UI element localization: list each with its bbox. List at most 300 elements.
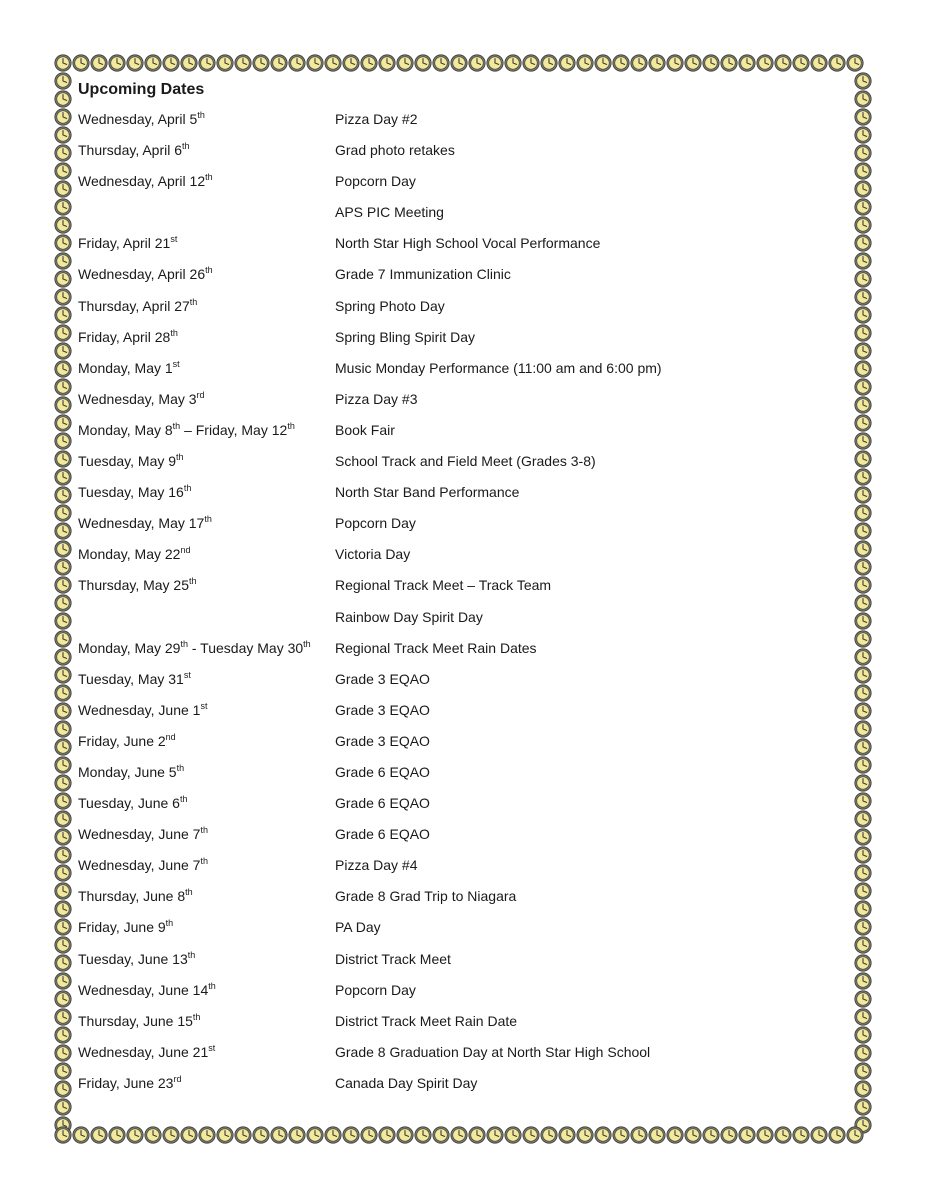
clock-icon [180,54,198,72]
clock-icon [468,1126,486,1144]
event-date [78,234,335,252]
clock-icon [648,1126,666,1144]
event-date [78,825,335,843]
clock-icon [854,792,872,810]
ordinal-suffix: th [200,825,208,836]
event-name: Rainbow Day Spirit Day [335,608,483,625]
clock-icon [810,1126,828,1144]
clock-icon [486,54,504,72]
clock-icon [854,990,872,1008]
clock-border-left [54,72,72,1134]
ordinal-suffix: th [303,638,311,649]
ordinal-suffix: th [205,172,213,183]
ordinal-suffix: st [172,358,180,369]
clock-icon [594,1126,612,1144]
event-date-text: Monday, May 29 [78,639,181,656]
clock-icon [504,1126,522,1144]
clock-icon [54,882,72,900]
clock-icon [270,1126,288,1144]
event-date-text: – Friday, May 12 [180,421,288,438]
event-date [78,452,335,470]
event-date [78,1012,335,1030]
event-name: Book Fair [335,421,395,438]
event-date [78,141,335,159]
clock-icon [854,198,872,216]
ordinal-suffix: nd [165,731,176,742]
ordinal-suffix: th [165,918,174,929]
clock-icon [54,792,72,810]
event-date-text: Tuesday, May 16 [78,484,184,501]
clock-icon [54,828,72,846]
clock-icon [54,450,72,468]
ordinal-suffix: st [208,1042,216,1053]
ordinal-suffix: st [200,700,208,711]
clock-icon [684,54,702,72]
clock-icon [854,702,872,720]
event-date-text: Wednesday, April 26 [78,266,206,283]
clock-icon [854,648,872,666]
clock-icon [630,1126,648,1144]
clock-icon [288,1126,306,1144]
clock-icon [854,1062,872,1080]
clock-icon [54,774,72,792]
clock-icon [54,648,72,666]
clock-icon [854,738,872,756]
event-date [78,110,335,128]
clock-icon [54,162,72,180]
clock-icon [666,54,684,72]
clock-icon [72,1126,90,1144]
upcoming-dates-section [78,79,838,1105]
clock-icon [54,378,72,396]
event-date-text: Monday, May 8 [78,421,173,438]
clock-icon [54,900,72,918]
ordinal-suffix: th [172,420,181,431]
clock-icon [54,108,72,126]
clock-icon [180,1126,198,1144]
clock-icon [854,288,872,306]
ordinal-suffix: rd [196,389,205,400]
clock-icon [54,252,72,270]
clock-icon [468,54,486,72]
clock-icon [54,414,72,432]
clock-icon [612,1126,630,1144]
event-date-text: Wednesday, June 1 [78,701,201,718]
event-row [78,670,838,701]
clock-icon [54,432,72,450]
clock-icon [126,54,144,72]
event-row [78,701,838,732]
event-name: Popcorn Day [335,515,416,532]
ordinal-suffix: th [176,762,185,773]
event-date-text: Wednesday, June 21 [78,1043,209,1060]
clock-icon [854,900,872,918]
event-date-text: Monday, May 1 [78,359,173,376]
event-name: PA Day [335,919,381,936]
ordinal-suffix: th [182,141,190,152]
clock-icon [612,54,630,72]
event-row [78,763,838,794]
clock-icon [854,504,872,522]
clock-icon [54,198,72,216]
clock-icon [756,54,774,72]
event-date-text: Tuesday, May 9 [78,453,177,470]
clock-icon [854,882,872,900]
clock-icon [854,1080,872,1098]
event-date-text: Thursday, April 6 [78,142,183,159]
clock-icon [854,306,872,324]
clock-icon [234,1126,252,1144]
clock-icon [450,54,468,72]
clock-icon [396,1126,414,1144]
clock-icon [854,1026,872,1044]
event-date [78,639,335,657]
event-row [78,918,838,949]
event-row [78,203,838,234]
clock-icon [270,54,288,72]
clock-icon [558,1126,576,1144]
clock-icon [854,486,872,504]
event-row [78,981,838,1012]
event-name: Pizza Day #4 [335,857,418,874]
event-name: Grade 6 EQAO [335,826,430,843]
event-date [78,887,335,905]
clock-icon [450,1126,468,1144]
clock-icon [54,720,72,738]
event-row [78,359,838,390]
event-name: District Track Meet [335,950,451,967]
clock-icon [846,1126,864,1144]
clock-icon [504,54,522,72]
clock-icon [854,180,872,198]
clock-icon [306,54,324,72]
clock-icon [854,756,872,774]
clock-icon [378,1126,396,1144]
clock-border-bottom [54,1126,864,1144]
clock-icon [54,810,72,828]
event-date-text: Friday, June 2 [78,732,166,749]
clock-icon [594,54,612,72]
clock-icon [54,270,72,288]
event-name: APS PIC Meeting [335,204,444,221]
clock-icon [432,1126,450,1144]
clock-icon [720,1126,738,1144]
event-date-text: Friday, June 23 [78,1074,174,1091]
event-name: Canada Day Spirit Day [335,1074,478,1091]
clock-icon [54,72,72,90]
event-name: North Star Band Performance [335,484,520,501]
event-date [78,794,335,812]
clock-icon [576,1126,594,1144]
clock-icon [360,1126,378,1144]
ordinal-suffix: th [179,794,188,805]
event-date [78,390,335,408]
clock-icon [774,54,792,72]
event-date-text: Thursday, May 25 [78,577,190,594]
clock-icon [854,468,872,486]
event-name: District Track Meet Rain Date [335,1012,518,1029]
event-name: Regional Track Meet – Track Team [335,577,552,594]
event-row [78,794,838,825]
event-date-text: Wednesday, April 5 [78,111,198,127]
event-name: Victoria Day [335,546,411,563]
clock-icon [854,828,872,846]
event-row [78,141,838,172]
clock-icon [828,54,846,72]
clock-icon [54,54,72,72]
clock-icon [738,54,756,72]
event-date [78,1074,335,1092]
event-name: Grade 6 EQAO [335,763,430,780]
clock-icon [54,918,72,936]
event-name: Regional Track Meet Rain Dates [335,639,537,656]
event-name: Grade 3 EQAO [335,701,430,718]
clock-icon [854,864,872,882]
clock-icon [648,54,666,72]
clock-icon [854,342,872,360]
event-name: Grad photo retakes [335,142,455,159]
event-date [78,918,335,936]
clock-icon [54,360,72,378]
event-date-text: Wednesday, June 7 [78,826,201,843]
clock-icon [792,1126,810,1144]
clock-icon [414,1126,432,1144]
event-row [78,265,838,296]
clock-icon [522,1126,540,1144]
event-date-text: - Tuesday May 30 [187,639,304,656]
clock-icon [54,180,72,198]
event-row [78,514,838,545]
event-name: Grade 8 Grad Trip to Niagara [335,888,517,905]
clock-icon [54,342,72,360]
clock-border-right [854,72,872,1134]
event-row [78,1074,838,1105]
ordinal-suffix: th [208,980,216,991]
page-title: Upcoming Dates [78,81,205,98]
clock-icon [666,1126,684,1144]
clock-icon [54,756,72,774]
clock-icon [854,576,872,594]
clock-icon [360,54,378,72]
clock-border-top [54,54,864,72]
clock-icon [854,612,872,630]
event-date-text: Tuesday, June 13 [78,950,188,967]
ordinal-suffix: st [170,234,178,245]
clock-icon [854,666,872,684]
clock-icon [54,468,72,486]
ordinal-suffix: th [180,638,188,649]
event-row [78,825,838,856]
clock-icon [854,540,872,558]
event-date [78,172,335,190]
clock-icon [162,54,180,72]
clock-icon [432,54,450,72]
clock-icon [774,1126,792,1144]
event-name: Spring Photo Day [335,297,445,314]
event-date-text: Wednesday, April 12 [78,173,206,190]
clock-icon [522,54,540,72]
ordinal-suffix: rd [173,1073,182,1084]
clock-icon [54,594,72,612]
clock-icon [54,522,72,540]
clock-icon [854,1098,872,1116]
event-row [78,576,838,607]
clock-icon [854,810,872,828]
event-date [78,856,335,874]
clock-icon [854,378,872,396]
clock-icon [54,846,72,864]
clock-icon [846,54,864,72]
event-name: Music Monday Performance (11:00 am and 6:00 pm) [335,359,662,376]
clock-icon [854,720,872,738]
event-name: Spring Bling Spirit Day [335,328,476,345]
clock-icon [540,1126,558,1144]
clock-icon [854,594,872,612]
clock-icon [828,1126,846,1144]
clock-icon [396,54,414,72]
clock-icon [342,54,360,72]
clock-icon [854,162,872,180]
clock-icon [54,324,72,342]
event-row [78,950,838,981]
event-date-text: Monday, June 5 [78,763,177,780]
clock-icon [324,54,342,72]
clock-icon [54,576,72,594]
clock-icon [486,1126,504,1144]
event-date-text: Wednesday, June 7 [78,857,201,874]
clock-icon [54,540,72,558]
ordinal-suffix: th [170,327,178,338]
clock-icon [90,1126,108,1144]
event-name: Pizza Day #2 [335,111,418,127]
event-date [78,421,335,439]
clock-icon [854,846,872,864]
clock-icon [756,1126,774,1144]
clock-icon [854,72,872,90]
clock-icon [54,288,72,306]
clock-icon [324,1126,342,1144]
clock-icon [854,936,872,954]
event-row [78,172,838,203]
clock-icon [854,324,872,342]
event-row [78,608,838,639]
clock-icon [54,558,72,576]
ordinal-suffix: th [204,514,212,525]
clock-icon [54,1126,72,1144]
ordinal-suffix: th [187,949,196,960]
clock-icon [854,396,872,414]
ordinal-suffix: th [189,296,198,307]
event-row [78,545,838,576]
clock-icon [252,1126,270,1144]
ordinal-suffix: nd [180,545,191,556]
event-list [78,110,838,1105]
clock-icon [854,252,872,270]
event-name: Grade 8 Graduation Day at North Star High School [335,1043,651,1060]
clock-icon [684,1126,702,1144]
clock-icon [854,684,872,702]
clock-icon [54,684,72,702]
clock-icon [854,522,872,540]
clock-icon [306,1126,324,1144]
clock-icon [854,144,872,162]
clock-icon [854,432,872,450]
event-row [78,297,838,328]
event-date-text: Wednesday, May 3 [78,390,197,407]
clock-icon [854,558,872,576]
event-row [78,856,838,887]
clock-icon [54,936,72,954]
event-row [78,887,838,918]
clock-icon [854,270,872,288]
clock-icon [414,54,432,72]
clock-icon [108,54,126,72]
clock-icon [126,1126,144,1144]
event-name: Grade 3 EQAO [335,732,430,749]
clock-icon [198,1126,216,1144]
clock-icon [216,1126,234,1144]
ordinal-suffix: th [183,483,192,494]
clock-icon [54,396,72,414]
event-name: Grade 3 EQAO [335,670,430,687]
ordinal-suffix: th [189,576,197,587]
clock-icon [576,54,594,72]
clock-icon [854,1044,872,1062]
clock-icon [90,54,108,72]
clock-icon [810,54,828,72]
event-row [78,328,838,359]
event-date [78,701,335,719]
clock-icon [54,216,72,234]
event-row [78,1012,838,1043]
clock-icon [54,666,72,684]
event-date-text: Friday, April 21 [78,235,171,252]
clock-icon [540,54,558,72]
clock-icon [558,54,576,72]
event-name: Popcorn Day [335,981,416,998]
clock-icon [854,918,872,936]
clock-icon [54,486,72,504]
clock-icon [854,216,872,234]
event-date [78,483,335,501]
clock-icon [54,1062,72,1080]
clock-icon [234,54,252,72]
clock-icon [854,972,872,990]
event-date [78,981,335,999]
event-date [78,545,335,563]
clock-icon [54,1098,72,1116]
clock-icon [54,972,72,990]
clock-icon [252,54,270,72]
clock-icon [198,54,216,72]
clock-icon [54,990,72,1008]
event-date-text: Tuesday, May 31 [78,670,184,687]
clock-icon [54,954,72,972]
clock-icon [854,234,872,252]
event-row [78,421,838,452]
clock-icon [720,54,738,72]
clock-icon [854,90,872,108]
event-date-text: Wednesday, June 14 [78,981,209,998]
clock-icon [854,630,872,648]
event-date [78,576,335,594]
event-date [78,265,335,283]
clock-icon [702,1126,720,1144]
clock-icon [54,738,72,756]
clock-icon [54,504,72,522]
clock-icon [54,126,72,144]
event-name: Popcorn Day [335,173,416,190]
